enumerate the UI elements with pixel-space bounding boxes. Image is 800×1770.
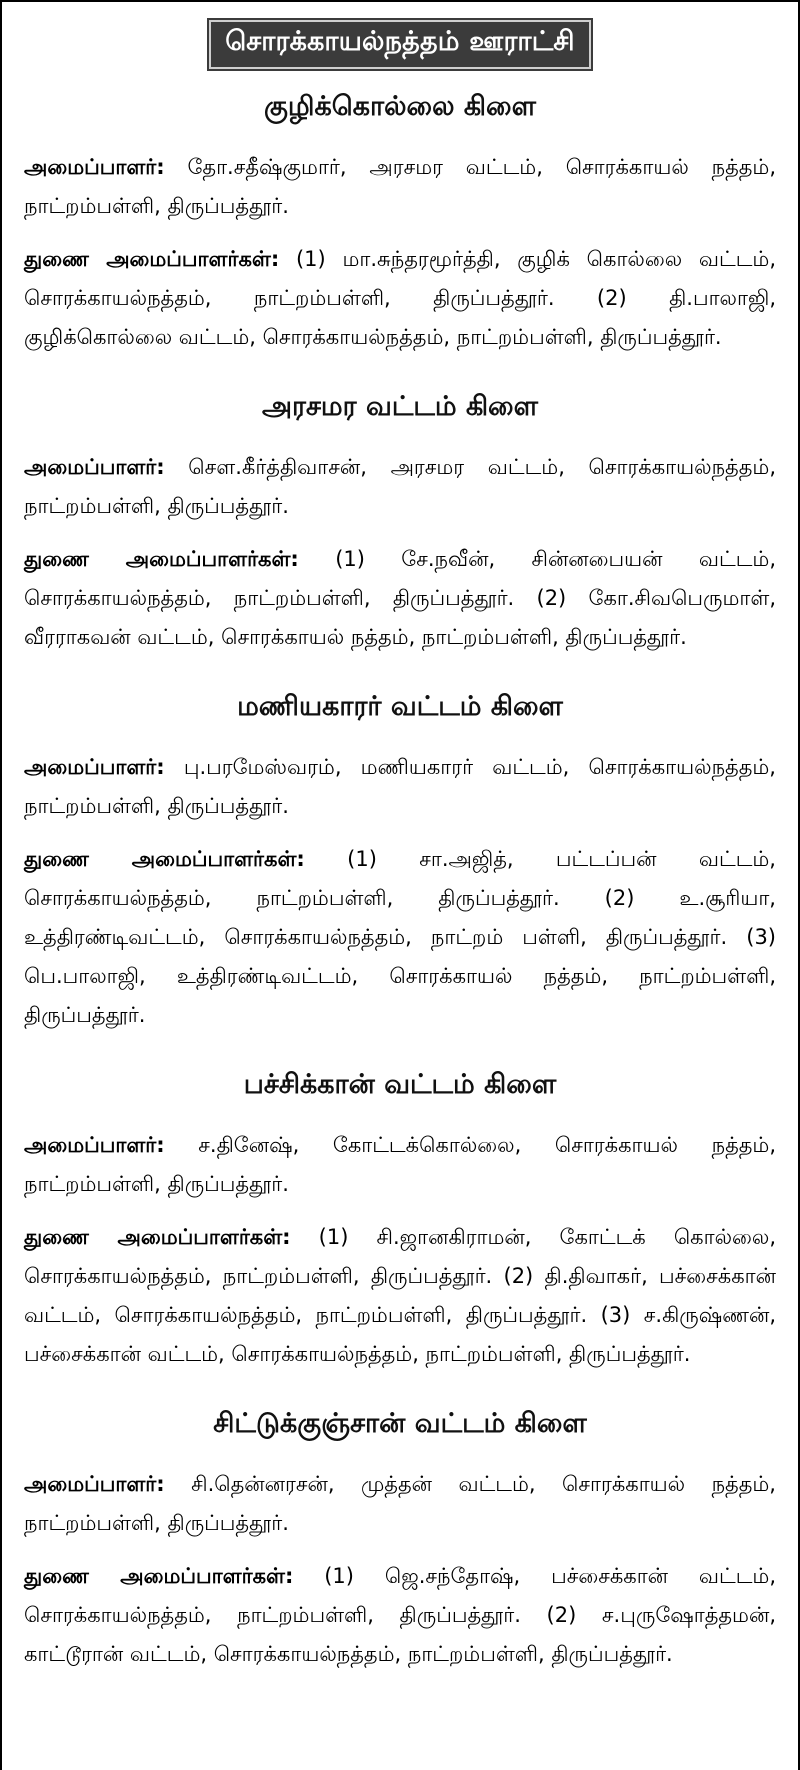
deputy-details: (1) மா.சுந்தரமூர்த்தி, குழிக் கொல்லை வட்டம், சொரக்காயல்நத்தம், நாட்றம்பள்ளி, திருப்பத்தூர். (2) தி.பாலாஜி, குழிக்கொல்லை வட்டம், சொரக்காயல்நத்தம், நாட்றம்பள்ளி, திருப்பத்தூர். [24, 247, 776, 349]
organizer-label: அமைப்பாளர்: [24, 1133, 165, 1157]
organizer-details: சௌ.கீர்த்திவாசன், அரசமர வட்டம், சொரக்காயல்நத்தம், நாட்றம்பள்ளி, திருப்பத்தூர். [24, 455, 776, 518]
organizer-paragraph [24, 1126, 776, 1204]
branch-title: மணியகாரர் வட்டம் கிளை [237, 691, 563, 722]
deputy-paragraph [24, 1218, 776, 1374]
branch-section [24, 691, 776, 1035]
organizer-label: அமைப்பாளர்: [24, 1472, 165, 1496]
organizer-details: பு.பரமேஸ்வரம், மணியகாரர் வட்டம், சொரக்காயல்நத்தம், நாட்றம்பள்ளி, திருப்பத்தூர். [24, 755, 776, 818]
deputy-label: துணை அமைப்பாளர்கள்: [24, 1564, 294, 1588]
deputy-details: (1) ஜெ.சந்தோஷ், பச்சைக்கான் வட்டம், சொரக்காயல்நத்தம், நாட்றம்பள்ளி, திருப்பத்தூர். (2) ச.புருஷோத்தமன், காட்டூரான் வட்டம், சொரக்காயல்நத்தம், நாட்றம்பள்ளி, திருப்பத்தூர். [24, 1564, 777, 1666]
header [24, 20, 776, 69]
organizer-paragraph [24, 748, 776, 826]
branch-section [24, 391, 776, 657]
branch-section [24, 1069, 776, 1374]
branch-title: அரசமர வட்டம் கிளை [262, 391, 538, 422]
panchayat-title: சொரக்காயல்நத்தம் ஊராட்சி [209, 20, 591, 69]
deputy-paragraph [24, 840, 776, 1035]
organizer-label: அமைப்பாளர்: [24, 455, 165, 479]
organizer-paragraph [24, 448, 776, 526]
organizer-details: தோ.சதீஷ்குமார், அரசமர வட்டம், சொரக்காயல் நத்தம், நாட்றம்பள்ளி, திருப்பத்தூர். [24, 155, 776, 218]
deputy-label: துணை அமைப்பாளர்கள்: [24, 547, 299, 571]
organizer-label: அமைப்பாளர்: [24, 755, 165, 779]
deputy-label: துணை அமைப்பாளர்கள்: [24, 1225, 291, 1249]
branch-section [24, 91, 776, 357]
organizer-paragraph [24, 1465, 776, 1543]
deputy-paragraph [24, 1557, 776, 1674]
deputy-label: துணை அமைப்பாளர்கள்: [24, 847, 305, 871]
organizer-details: ச.தினேஷ், கோட்டக்கொல்லை, சொரக்காயல் நத்தம், நாட்றம்பள்ளி, திருப்பத்தூர். [24, 1133, 776, 1196]
organizer-details: சி.தென்னரசன், முத்தன் வட்டம், சொரக்காயல் நத்தம், நாட்றம்பள்ளி, திருப்பத்தூர். [24, 1472, 776, 1535]
branch-title: குழிக்கொல்லை கிளை [264, 91, 536, 122]
organizer-label: அமைப்பாளர்: [24, 155, 165, 179]
deputy-details: (1) சே.நவீன், சின்னபையன் வட்டம், சொரக்காயல்நத்தம், நாட்றம்பள்ளி, திருப்பத்தூர். (2) கோ.சிவபெருமாள், வீரராகவன் வட்டம், சொரக்காயல் நத்தம், நாட்றம்பள்ளி, திருப்பத்தூர். [24, 547, 776, 649]
organizer-paragraph [24, 148, 776, 226]
deputy-label: துணை அமைப்பாளர்கள்: [24, 247, 280, 271]
branch-section [24, 1408, 776, 1674]
branch-title: சிட்டுக்குஞ்சான் வட்டம் கிளை [213, 1408, 587, 1439]
branch-title: பச்சிக்கான் வட்டம் கிளை [243, 1069, 557, 1100]
deputy-details: (1) சி.ஜானகிராமன், கோட்டக் கொல்லை, சொரக்காயல்நத்தம், நாட்றம்பள்ளி, திருப்பத்தூர். (2) தி.திவாகர், பச்சைக்கான் வட்டம், சொரக்காயல்நத்தம், நாட்றம்பள்ளி, திருப்பத்தூர். (3) ச.கிருஷ்ணன், பச்சைக்கான் வட்டம், சொரக்காயல்நத்தம், நாட்றம்பள்ளி, திருப்பத்தூர். [24, 1225, 776, 1366]
deputy-paragraph [24, 240, 776, 357]
deputy-details: (1) சா.அஜித், பட்டப்பன் வட்டம், சொரக்காயல்நத்தம், நாட்றம்பள்ளி, திருப்பத்தூர். (2) உ.சூரியா, உத்திரண்டிவட்டம், சொரக்காயல்நத்தம், நாட்றம் பள்ளி, திருப்பத்தூர். (3) பெ.பாலாஜி, உத்திரண்டிவட்டம், சொரக்காயல் நத்தம், நாட்றம்பள்ளி, திருப்பத்தூர். [24, 847, 776, 1027]
deputy-paragraph [24, 540, 776, 657]
